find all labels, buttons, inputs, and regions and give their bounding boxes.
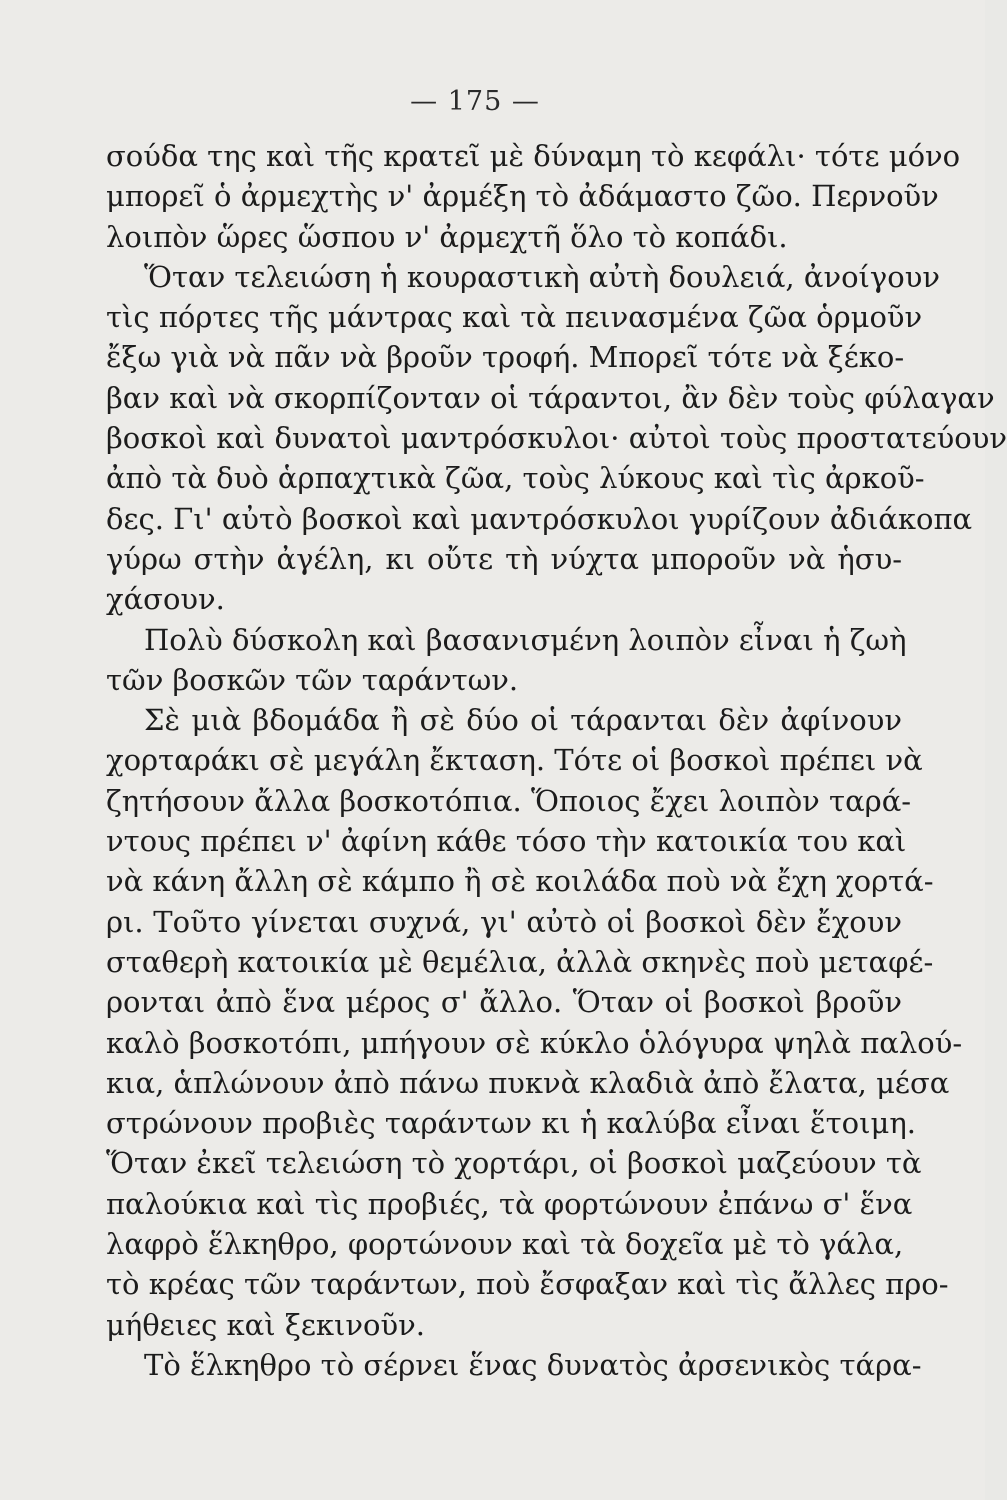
text-line: καλὸ βοσκοτόπι, μπήγουν σὲ κύκλο ὁλόγυρα ψηλὰ παλού- — [106, 1025, 963, 1060]
body-text — [106, 136, 1007, 1385]
text-line: ἀπὸ τὰ δυὸ ἁρπαχτικὰ ζῶα, τοὺς λύκους καὶ τὶς ἀρκοῦ- — [106, 461, 925, 496]
text-line: χάσουν. — [106, 582, 225, 617]
text-line: σταθερὴ κατοικία μὲ θεμέλια, ἀλλὰ σκηνὲς ποὺ μεταφέ- — [106, 944, 934, 979]
page-number: — 175 — — [410, 86, 540, 117]
text-line: χορταράκι σὲ μεγάλη ἔκταση. Τότε οἱ βοσκοὶ πρέπει νὰ — [106, 743, 923, 778]
text-line: ρι. Τοῦτο γίνεται συχνά, γι' αὐτὸ οἱ βοσκοὶ δὲν ἔχουν — [106, 904, 902, 939]
text-line: Ὅταν ἐκεῖ τελειώση τὸ χορτάρι, οἱ βοσκοὶ μαζεύουν τὰ — [106, 1146, 922, 1181]
text-line: τὶς πόρτες τῆς μάντρας καὶ τὰ πεινασμένα ζῶα ὁρμοῦν — [106, 300, 923, 335]
text-line: σούδα της καὶ τῆς κρατεῖ μὲ δύναμη τὸ κεφάλι· τότε μόνο — [106, 139, 961, 173]
text-line: Πολὺ δύσκολη καὶ βασανισμένη λοιπὸν εἶναι ἡ ζωὴ — [144, 622, 907, 657]
text-line: ζητήσουν ἄλλα βοσκοτόπια. Ὅποιος ἔχει λοιπὸν ταρά- — [106, 783, 912, 818]
text-line: Ὅταν τελειώση ἡ κουραστικὴ αὐτὴ δουλειά, ἀνοίγουν — [144, 259, 940, 294]
text-line: τὸ κρέας τῶν ταράντων, ποὺ ἔσφαξαν καὶ τὶς ἄλλες προ- — [106, 1267, 949, 1302]
text-line: λοιπὸν ὥρες ὥσπου ν' ἀρμεχτῆ ὅλο τὸ κοπάδι. — [106, 219, 788, 254]
text-line: λαφρὸ ἕλκηθρο, φορτώνουν καὶ τὰ δοχεῖα μὲ τὸ γάλα, — [106, 1227, 904, 1262]
text-line: στρώνουν προβιὲς ταράντων κι ἡ καλύβα εἶναι ἕτοιμη. — [106, 1106, 916, 1141]
text-line: Τὸ ἕλκηθρο τὸ σέρνει ἕνας δυνατὸς ἀρσενικὸς τάρα- — [144, 1347, 922, 1382]
text-line: ρονται ἀπὸ ἕνα μέρος σ' ἄλλο. Ὅταν οἱ βοσκοὶ βροῦν — [106, 985, 902, 1020]
text-line: ἔξω γιὰ νὰ πᾶν νὰ βροῦν τροφή. Μπορεῖ τότε νὰ ξέκο- — [106, 340, 905, 375]
text-line: γύρω στὴν ἀγέλη, κι οὔτε τὴ νύχτα μποροῦν νὰ ἡσυ- — [106, 541, 902, 576]
text-line: παλούκια καὶ τὶς προβιές, τὰ φορτώνουν ἐπάνω σ' ἕνα — [106, 1186, 913, 1221]
text-line: κια, ἁπλώνουν ἀπὸ πάνω πυκνὰ κλαδιὰ ἀπὸ ἔλατα, μέσα — [106, 1065, 950, 1100]
text-line: μπορεῖ ὁ ἀρμεχτὴς ν' ἀρμέξη τὸ ἀδάμαστο ζῶο. Περνοῦν — [106, 179, 939, 214]
text-line: Σὲ μιὰ βδομάδα ἢ σὲ δύο οἱ τάρανται δὲν ἀφίνουν — [144, 703, 902, 738]
text-line: δες. Γι' αὐτὸ βοσκοὶ καὶ μαντρόσκυλοι γυρίζουν ἀδιάκοπα — [106, 501, 973, 536]
text-line: βαν καὶ νὰ σκορπίζονταν οἱ τάραντοι, ἂν δὲν τοὺς φύλαγαν — [106, 380, 995, 415]
text-line: ντους πρέπει ν' ἀφίνη κάθε τόσο τὴν κατοικία του καὶ — [106, 824, 907, 859]
text-line: τῶν βοσκῶν τῶν ταράντων. — [106, 662, 519, 697]
text-line: νὰ κάνη ἄλλη σὲ κάμπο ἢ σὲ κοιλάδα ποὺ νὰ ἔχη χορτά- — [106, 864, 934, 899]
text-line: βοσκοὶ καὶ δυνατοὶ μαντρόσκυλοι· αὐτοὶ τοὺς προστατεύουν — [106, 421, 1007, 456]
text-line: μήθειες καὶ ξεκινοῦν. — [106, 1307, 425, 1342]
